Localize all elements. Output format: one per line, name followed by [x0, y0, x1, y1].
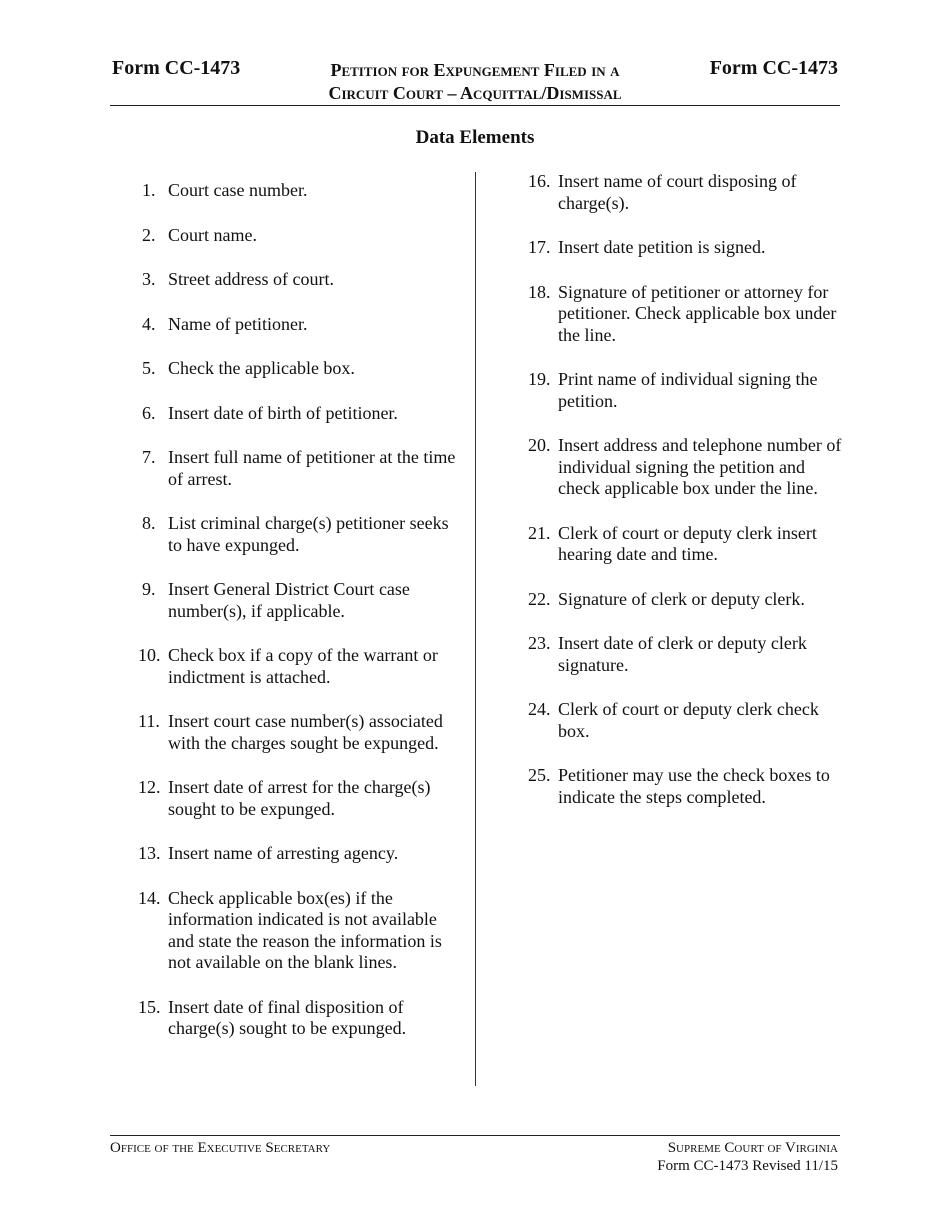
list-item	[138, 269, 458, 291]
item-number: 5.	[142, 358, 156, 378]
item-text: Insert date of birth of petitioner.	[168, 402, 398, 423]
item-text: Insert name of arresting agency.	[168, 843, 399, 863]
item-text: Check the applicable box.	[168, 358, 355, 378]
item-number: 10.	[138, 645, 161, 665]
item-text: Clerk of court or deputy clerk insert hearing date and time.	[558, 522, 817, 564]
item-text: Print name of individual signing the petition.	[558, 369, 818, 411]
form-number-right: Form CC-1473	[709, 57, 838, 79]
item-text: Insert court case number(s) associated with the charges sought be expunged.	[168, 711, 443, 753]
list-item	[138, 579, 458, 622]
item-text: Check applicable box(es) if the information indicated is not available and state the reason the information is not available on the blank lines.	[168, 887, 442, 972]
item-number: 11.	[138, 711, 160, 731]
item-text: Insert address and telephone number of individual signing the petition and check applicable box under the line.	[558, 435, 842, 498]
item-text: Clerk of court or deputy clerk check box.	[558, 699, 819, 741]
item-text: Petitioner may use the check boxes to indicate the steps completed.	[558, 765, 830, 807]
item-number: 21.	[528, 522, 551, 543]
item-number: 7.	[142, 447, 156, 467]
list-item	[528, 435, 848, 500]
item-number: 22.	[528, 588, 551, 609]
list-item	[138, 403, 458, 425]
item-text: Check box if a copy of the warrant or indictment is attached.	[168, 645, 438, 687]
item-number: 4.	[142, 313, 156, 334]
item-number: 15.	[138, 996, 161, 1017]
list-item	[528, 237, 848, 259]
item-number: 16.	[528, 171, 551, 191]
column-divider	[475, 172, 476, 1086]
item-text: Insert date petition is signed.	[558, 237, 766, 257]
item-number: 18.	[528, 281, 551, 302]
item-number: 17.	[528, 237, 551, 257]
item-text: Insert General District Court case number(s), if applicable.	[168, 579, 410, 621]
item-number: 1.	[142, 180, 156, 200]
footer-court: Supreme Court of Virginia	[667, 1140, 838, 1156]
list-item	[528, 369, 848, 412]
item-text: Insert date of arrest for the charge(s) sought to be expunged.	[168, 777, 431, 819]
page-header	[110, 55, 840, 106]
list-item	[528, 523, 848, 566]
item-number: 9.	[142, 579, 156, 599]
item-number: 3.	[142, 269, 156, 289]
list-item	[528, 171, 848, 214]
list-item	[528, 699, 848, 742]
footer-form-revision: Form CC-1473 Revised 11/15	[657, 1158, 838, 1174]
list-item	[138, 314, 458, 336]
item-text: Street address of court.	[168, 269, 334, 289]
item-text: Signature of petitioner or attorney for petitioner. Check applicable box under the line.	[558, 281, 837, 345]
form-title-line2: Circuit Court – Acquittal/Dismissal	[328, 83, 622, 103]
footer-office: Office of the Executive Secretary	[110, 1140, 331, 1156]
footer-right-block	[657, 1139, 838, 1175]
item-text: Court name.	[168, 224, 257, 245]
section-title: Data Elements	[415, 127, 535, 148]
list-item	[138, 225, 458, 247]
item-number: 24.	[528, 699, 551, 719]
list-item	[138, 997, 458, 1040]
item-text: Insert full name of petitioner at the time of arrest.	[168, 447, 456, 489]
list-item	[138, 180, 458, 202]
item-text: Signature of clerk or deputy clerk.	[558, 588, 805, 609]
item-number: 20.	[528, 435, 551, 455]
list-item	[138, 645, 458, 688]
item-number: 19.	[528, 369, 551, 389]
form-title-line1: Petition for Expungement Filed in a	[330, 60, 620, 80]
list-item	[138, 513, 458, 556]
item-text: List criminal charge(s) petitioner seeks to have expunged.	[168, 513, 449, 555]
item-text: Court case number.	[168, 180, 308, 200]
item-text: Insert date of clerk or deputy clerk signature.	[558, 633, 807, 675]
list-item	[138, 777, 458, 820]
form-title	[270, 59, 680, 105]
list-item	[138, 888, 458, 974]
list-item	[528, 589, 848, 611]
list-item	[138, 711, 458, 754]
item-text: Name of petitioner.	[168, 313, 308, 334]
item-number: 12.	[138, 777, 161, 797]
item-number: 25.	[528, 765, 551, 785]
list-item	[528, 765, 848, 808]
data-elements-list-left	[138, 180, 458, 1063]
form-number-left: Form CC-1473	[112, 57, 241, 79]
data-elements-list-right	[528, 171, 848, 831]
item-number: 23.	[528, 633, 551, 653]
item-text: Insert name of court disposing of charge(s).	[558, 171, 797, 213]
list-item	[528, 282, 848, 347]
list-item	[138, 358, 458, 380]
item-number: 8.	[142, 513, 156, 533]
list-item	[138, 447, 458, 490]
list-item	[528, 633, 848, 676]
item-number: 2.	[142, 224, 156, 245]
item-number: 6.	[142, 402, 156, 423]
item-text: Insert date of final disposition of charge(s) sought to be expunged.	[168, 996, 407, 1038]
page-footer	[110, 1135, 840, 1174]
list-item	[138, 843, 458, 865]
item-number: 14.	[138, 887, 161, 908]
item-number: 13.	[138, 843, 161, 863]
